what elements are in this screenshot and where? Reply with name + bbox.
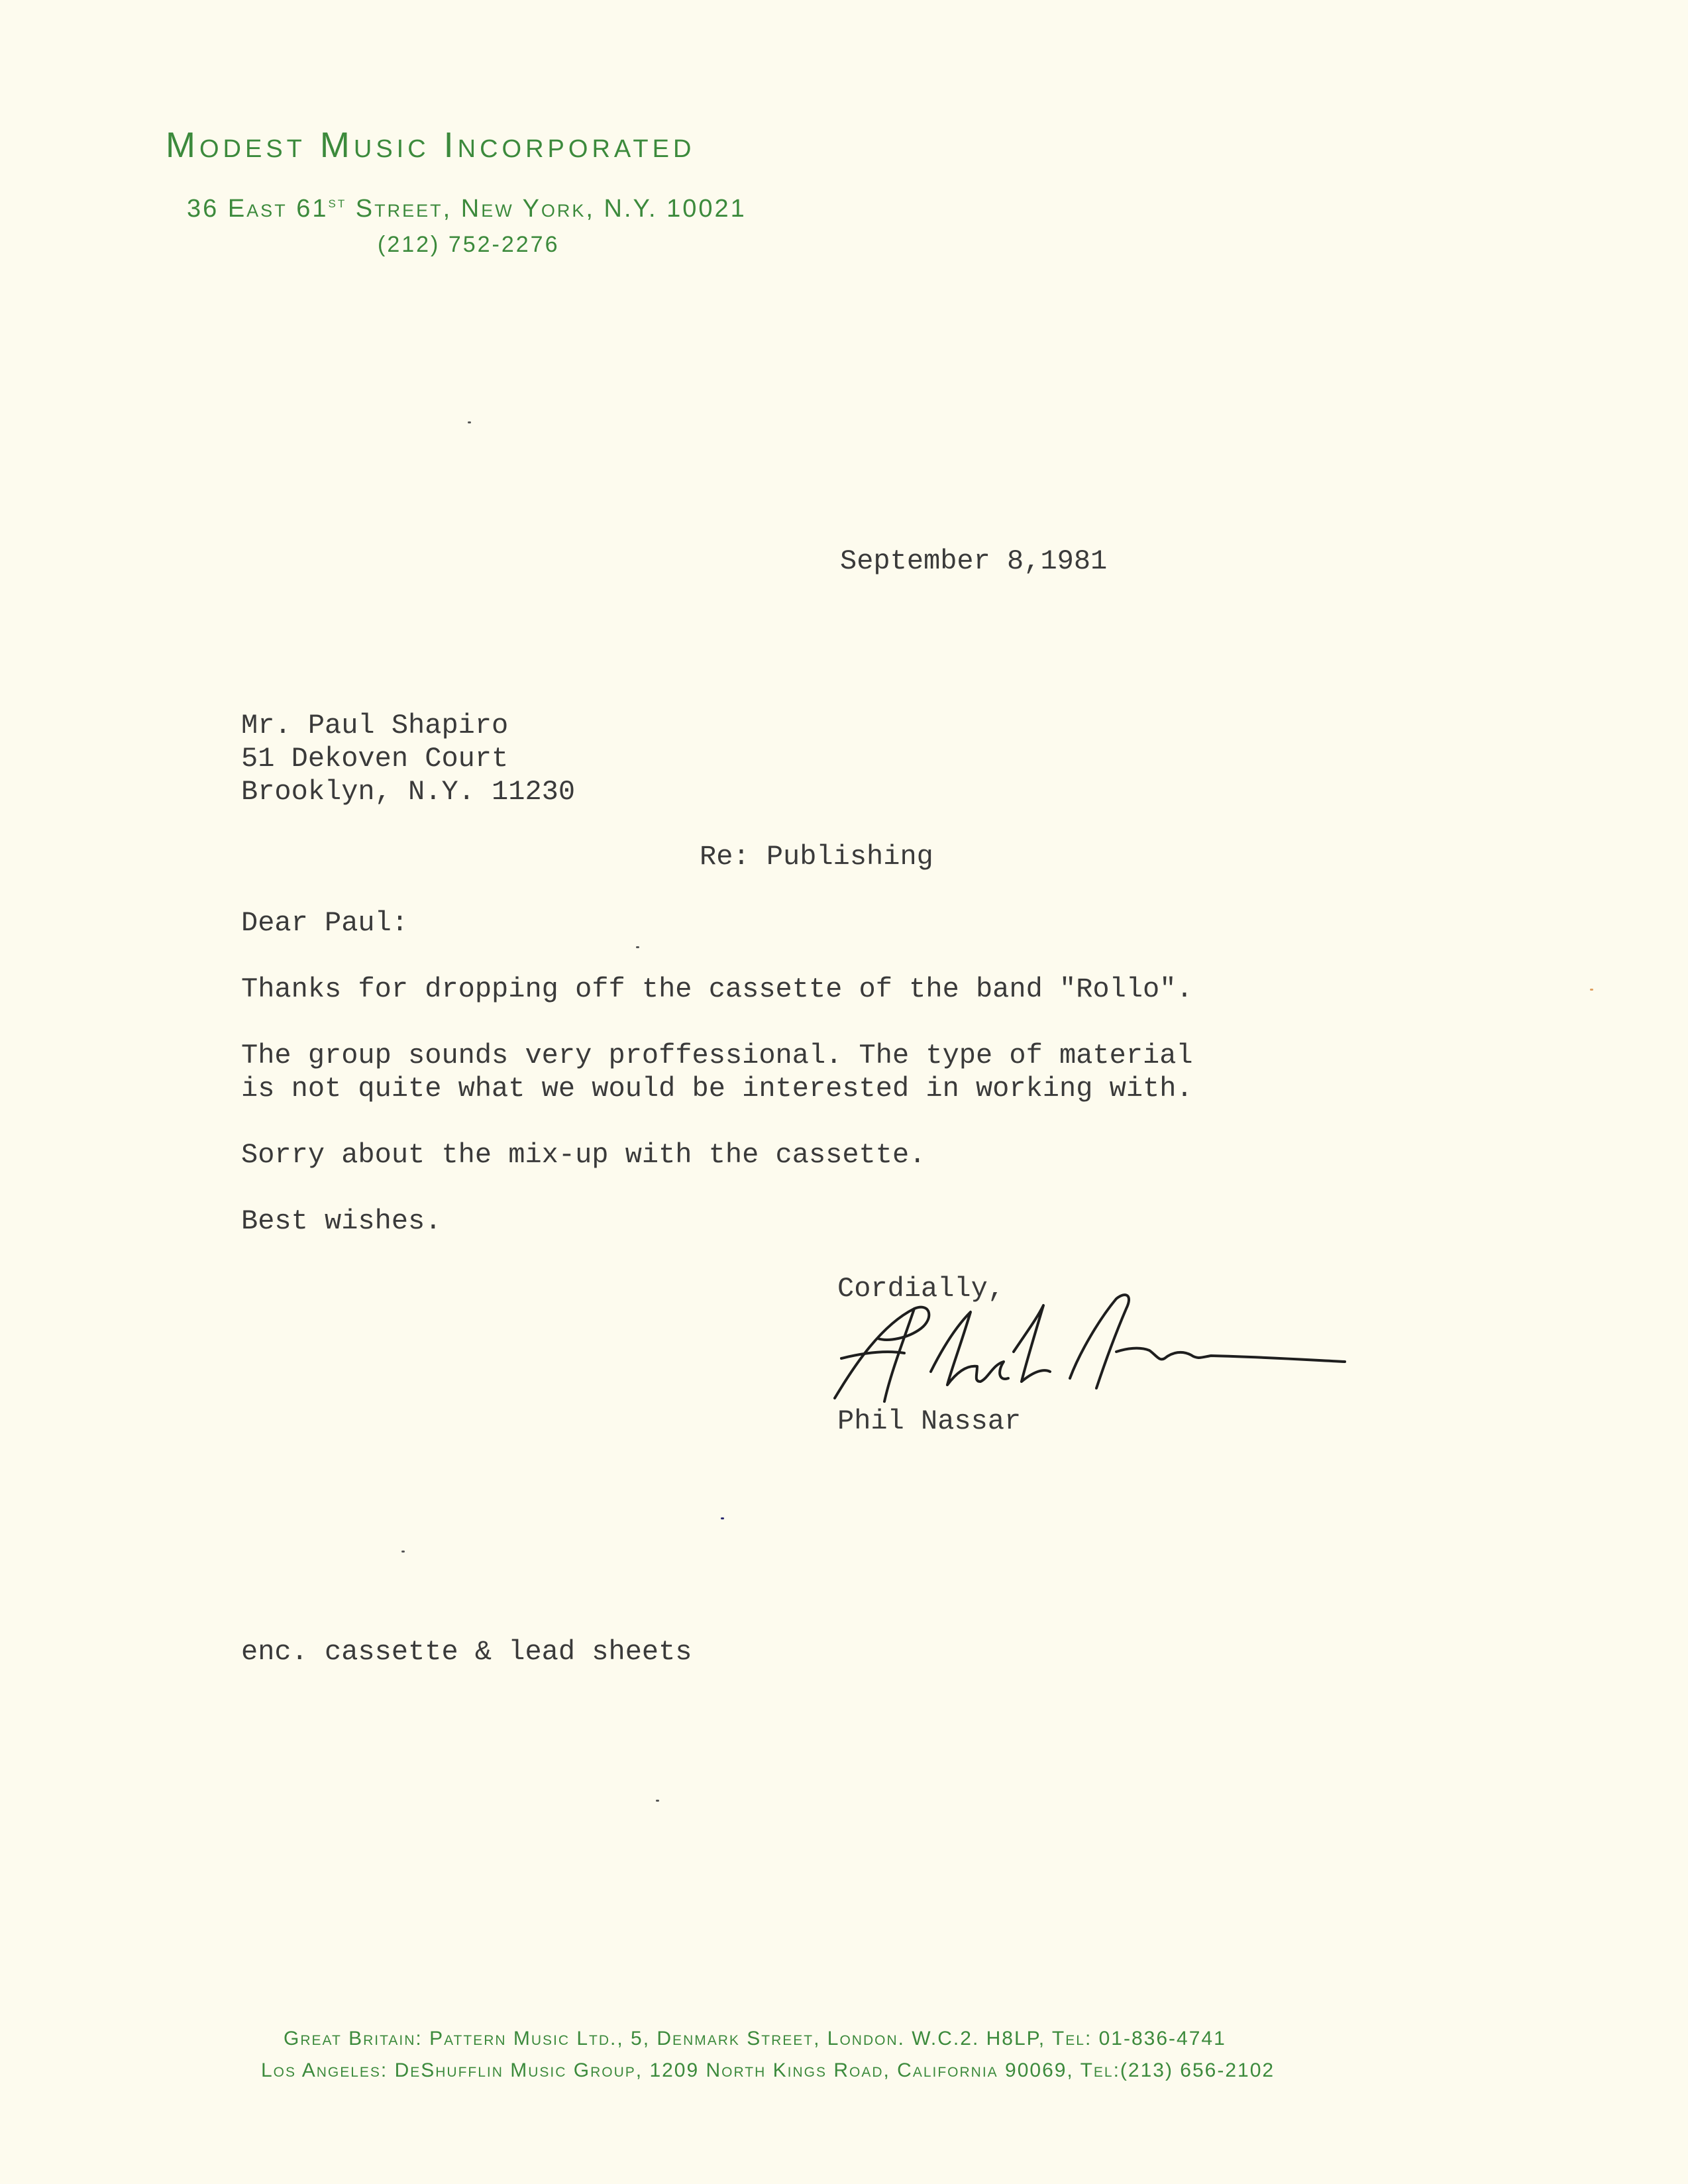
salutation: Dear Paul: [241,907,409,939]
footer-great-britain: Great Britain: Pattern Music Ltd., 5, Denmark Street, London. W.C.2. H8LP, Tel: 01-836-4741 [284,2028,1226,2049]
enclosure-note: enc. cassette & lead sheets [241,1636,692,1668]
paper-speck [636,946,639,948]
recipient-address [241,709,575,808]
address-number: 36 East 61 [187,195,329,223]
paper-speck [468,421,471,423]
footer-los-angeles: Los Angeles: DeShufflin Music Group, 1209 North Kings Road, California 90069, Tel:(213) 656-2102 [261,2059,1275,2081]
subject-line: Re: Publishing [700,841,933,873]
recipient-city: Brooklyn, N.Y. 11230 [241,776,576,808]
body-paragraph: Sorry about the mix-up with the cassette. [241,1139,926,1171]
paper-speck [1590,989,1593,991]
body-paragraph: Best wishes. [241,1205,442,1237]
paper-speck [656,1800,659,1802]
signer-name: Phil Nassar [837,1405,1022,1437]
recipient-name: Mr. Paul Shapiro [241,710,509,741]
recipient-street: 51 Dekoven Court [241,743,509,775]
complimentary-closing: Cordially, [837,1273,1005,1305]
body-paragraph: Thanks for dropping off the cassette of the band "Rollo". [241,973,1193,1005]
paper-speck [721,1517,724,1519]
body-paragraph: The group sounds very proffessional. The type of material is not quite what we would be interested in working with. [241,1040,1193,1105]
handwritten-signature [815,1272,1358,1411]
address-ordinal: st [328,193,347,211]
address-street: Street, New York, N.Y. 10021 [346,195,747,223]
paper-speck [401,1551,405,1553]
company-phone: (212) 752-2276 [378,232,560,257]
company-address [187,193,747,223]
letter-date: September 8,1981 [840,545,1108,577]
company-name: Modest Music Incorporated [166,125,696,165]
